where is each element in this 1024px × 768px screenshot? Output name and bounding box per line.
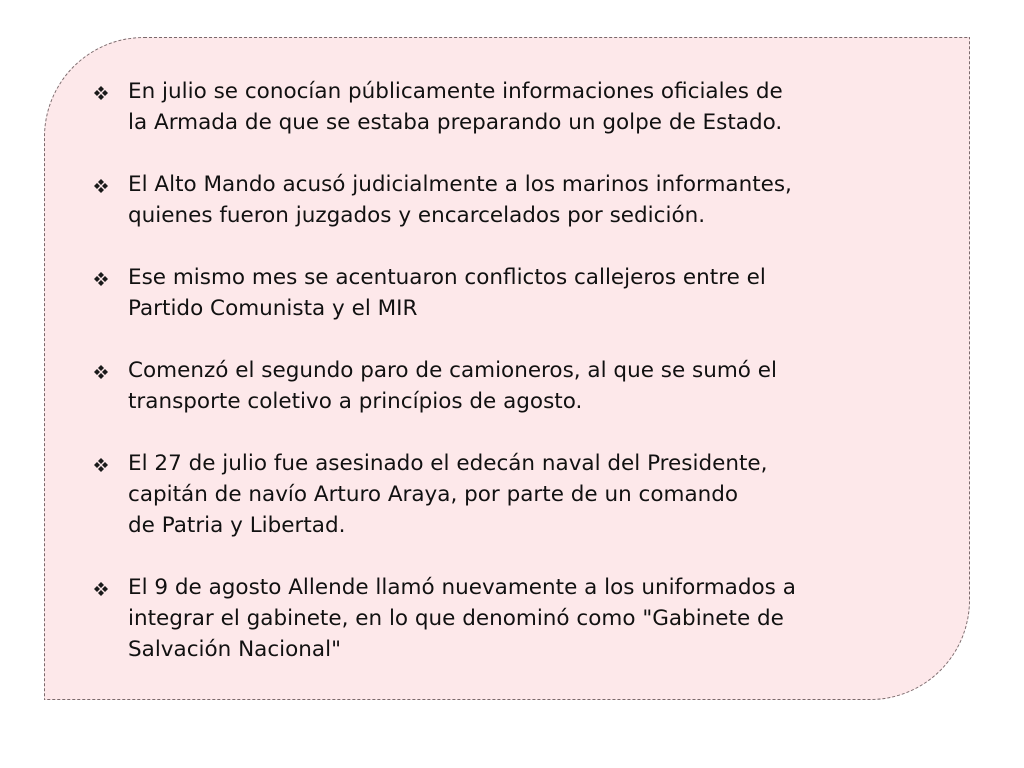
- bullet-item: [88, 262, 948, 324]
- bullet-list: [88, 76, 948, 665]
- bullet-line: capitán de navío Arturo Araya, por parte de un comando: [128, 482, 739, 507]
- bullet-line: El 27 de julio fue asesinado el edecán naval del Presidente,: [128, 451, 768, 476]
- bullet-item: [88, 355, 948, 417]
- four-diamond-bullet-icon: [88, 262, 114, 293]
- bullet-item: [88, 572, 948, 665]
- four-diamond-bullet-icon: [88, 76, 114, 107]
- bullet-line: integrar el gabinete, en lo que denominó como "Gabinete de: [128, 606, 784, 631]
- four-diamond-bullet-icon: [88, 448, 114, 479]
- bullet-line: quienes fueron juzgados y encarcelados por sedición.: [128, 203, 706, 228]
- bullet-line: Comenzó el segundo paro de camioneros, al que se sumó el: [128, 358, 777, 383]
- bullet-line: Salvación Nacional": [128, 637, 341, 662]
- bullet-item: [88, 448, 948, 541]
- bullet-line: El Alto Mando acusó judicialmente a los marinos informantes,: [128, 172, 792, 197]
- four-diamond-bullet-icon: [88, 169, 114, 200]
- bullet-item: [88, 76, 948, 138]
- bullet-line: En julio se conocían públicamente informaciones oficiales de: [128, 79, 783, 104]
- four-diamond-bullet-icon: [88, 572, 114, 603]
- bullet-line: la Armada de que se estaba preparando un golpe de Estado.: [128, 110, 783, 135]
- bullet-line: transporte coletivo a princípios de agosto.: [128, 389, 583, 414]
- bullet-line: de Patria y Libertad.: [128, 513, 346, 538]
- bullet-line: El 9 de agosto Allende llamó nuevamente a los uniformados a: [128, 575, 796, 600]
- bullet-item: [88, 169, 948, 231]
- bullet-line: Ese mismo mes se acentuaron conflictos callejeros entre el: [128, 265, 766, 290]
- bullet-line: Partido Comunista y el MIR: [128, 296, 418, 321]
- four-diamond-bullet-icon: [88, 355, 114, 386]
